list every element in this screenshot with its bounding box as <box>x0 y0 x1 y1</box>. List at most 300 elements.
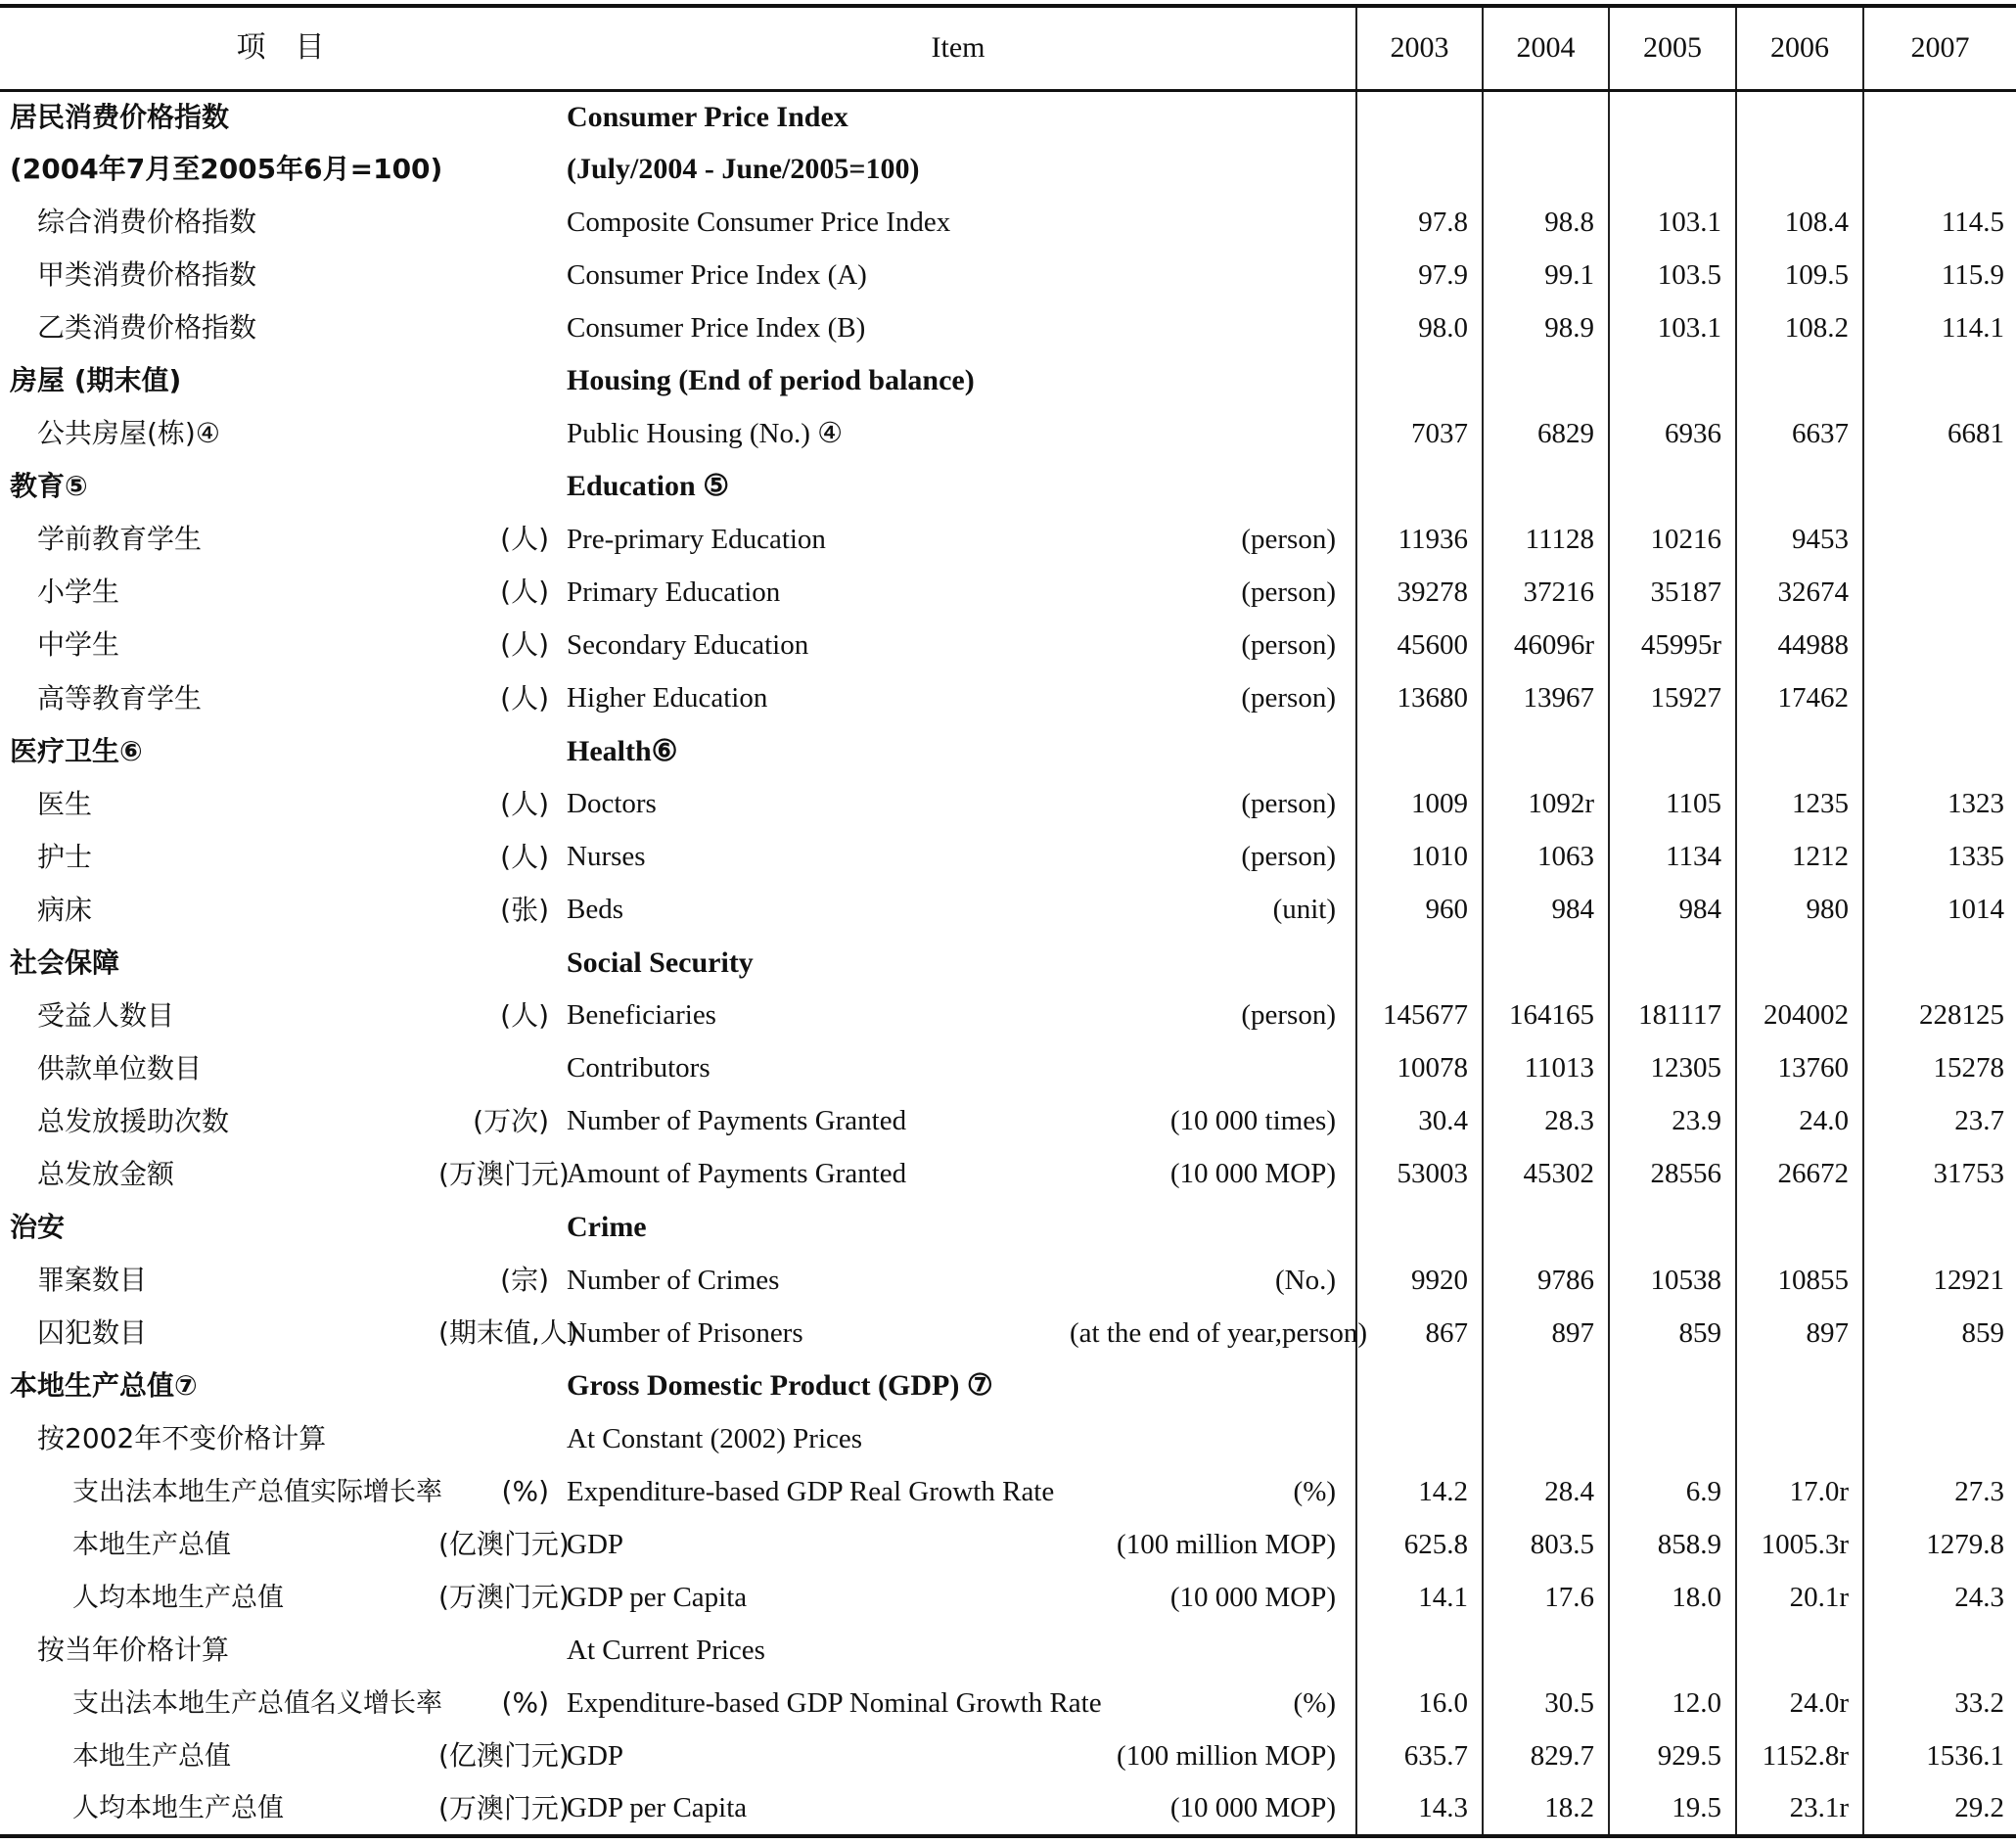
year-header: 2003 <box>1356 6 1483 90</box>
table-row <box>0 566 2016 619</box>
item-zh-label: 中学生 <box>37 628 120 662</box>
item-en-label: Health⑥ <box>567 734 678 767</box>
value-cell <box>1609 1412 1736 1465</box>
item-zh-unit: (人) <box>500 787 549 820</box>
item-zh-label: 综合消费价格指数 <box>37 206 257 239</box>
value-cell: 11013 <box>1483 1042 1609 1095</box>
value-cell <box>1483 90 1609 143</box>
item-zh-unit: (亿澳门元) <box>438 1739 570 1773</box>
item-en-unit <box>1070 407 1356 460</box>
item-zh-unit: (万澳门元) <box>438 1783 561 1836</box>
item-en-unit: (person) <box>1241 576 1337 608</box>
item-zh-label: 治安 <box>10 1211 66 1243</box>
item-en-unit <box>1070 249 1356 301</box>
item-en-unit: (10 000 times) <box>1169 1105 1337 1137</box>
year-header: 2007 <box>1863 6 2016 90</box>
item-en-label: GDP per Capita <box>567 1581 748 1613</box>
item-zh-unit <box>438 460 561 513</box>
item-zh-label: (2004年7月至2005年6月=100) <box>10 153 443 186</box>
item-zh-unit: (万澳门元) <box>438 1581 570 1614</box>
item-en-label: Expenditure-based GDP Real Growth Rate <box>567 1475 1055 1507</box>
item-en-label: Contributors <box>567 1052 710 1084</box>
item-zh-unit <box>438 301 561 354</box>
value-cell: 625.8 <box>1356 1518 1483 1571</box>
value-cell: 1105 <box>1609 778 1736 831</box>
value-cell <box>1483 1201 1609 1254</box>
item-zh-unit: (张) <box>500 893 549 926</box>
value-cell <box>1483 354 1609 407</box>
value-cell: 960 <box>1356 884 1483 937</box>
value-cell: 6936 <box>1609 407 1736 460</box>
value-cell <box>1863 90 2016 143</box>
value-cell <box>1609 460 1736 513</box>
value-cell <box>1609 90 1736 143</box>
item-zh-label: 总发放金额 <box>37 1157 175 1190</box>
value-cell: 44988 <box>1736 619 1863 671</box>
item-en-label: Expenditure-based GDP Nominal Growth Rate <box>567 1686 1102 1719</box>
value-cell: 103.5 <box>1609 249 1736 301</box>
item-en-unit: (%) <box>1293 1686 1337 1719</box>
value-cell <box>1863 937 2016 990</box>
item-zh-unit <box>438 1042 561 1095</box>
value-cell <box>1356 937 1483 990</box>
value-cell: 108.2 <box>1736 301 1863 354</box>
item-zh-label: 本地生产总值 <box>72 1529 231 1560</box>
item-en-unit <box>1070 143 1356 196</box>
item-zh-unit: (期末值,人) <box>438 1316 578 1350</box>
value-cell <box>1863 1201 2016 1254</box>
value-cell: 10216 <box>1609 513 1736 566</box>
item-en-label: Education ⑤ <box>567 470 730 503</box>
value-cell <box>1483 1412 1609 1465</box>
value-cell: 20.1r <box>1736 1571 1863 1624</box>
table-row <box>0 1307 2016 1360</box>
value-cell: 30.4 <box>1356 1095 1483 1148</box>
value-cell: 12921 <box>1863 1254 2016 1307</box>
value-cell: 204002 <box>1736 990 1863 1042</box>
item-en-unit: (100 million MOP) <box>1117 1739 1337 1772</box>
item-en-label: At Constant (2002) Prices <box>567 1422 863 1454</box>
item-en-label: Consumer Price Index (B) <box>567 311 866 344</box>
item-zh-unit <box>438 937 561 990</box>
item-zh-label: 教育⑤ <box>10 470 88 503</box>
table-row <box>0 196 2016 249</box>
value-cell: 15927 <box>1609 672 1736 725</box>
value-cell: 1092r <box>1483 778 1609 831</box>
item-en-label: Gross Domestic Product (GDP) ⑦ <box>567 1369 993 1403</box>
item-zh-label: 医疗卫生⑥ <box>10 734 143 767</box>
value-cell: 12.0 <box>1609 1677 1736 1729</box>
item-en-label: Number of Crimes <box>567 1264 780 1296</box>
value-cell: 1212 <box>1736 831 1863 884</box>
table-row <box>0 1624 2016 1677</box>
item-en-unit <box>1070 460 1356 513</box>
value-cell: 17.0r <box>1736 1465 1863 1518</box>
table-row <box>0 1042 2016 1095</box>
category-row <box>0 460 2016 513</box>
item-zh-label: 受益人数目 <box>37 998 175 1032</box>
value-cell: 103.1 <box>1609 301 1736 354</box>
item-en-unit: (person) <box>1241 999 1337 1032</box>
item-en-unit <box>1070 196 1356 249</box>
category-row <box>0 937 2016 990</box>
item-zh-unit: (人) <box>500 681 549 715</box>
value-cell <box>1356 354 1483 407</box>
item-zh-label: 本地生产总值 <box>72 1740 231 1772</box>
item-zh-label: 医生 <box>37 787 93 820</box>
category-row <box>0 354 2016 407</box>
value-cell: 98.8 <box>1483 196 1609 249</box>
item-en-unit: (person) <box>1241 841 1337 873</box>
value-cell: 1235 <box>1736 778 1863 831</box>
value-cell: 1335 <box>1863 831 2016 884</box>
value-cell: 114.5 <box>1863 196 2016 249</box>
value-cell: 98.9 <box>1483 301 1609 354</box>
value-cell: 18.0 <box>1609 1571 1736 1624</box>
item-en-unit: (person) <box>1241 628 1337 661</box>
value-cell: 897 <box>1483 1307 1609 1360</box>
value-cell: 13760 <box>1736 1042 1863 1095</box>
value-cell: 27.3 <box>1863 1465 2016 1518</box>
value-cell <box>1609 1624 1736 1677</box>
item-en-label: Doctors <box>567 788 657 820</box>
item-en-label: Social Security <box>567 945 754 979</box>
value-cell: 1014 <box>1863 884 2016 937</box>
item-zh-unit <box>438 1624 561 1677</box>
value-cell: 23.7 <box>1863 1095 2016 1148</box>
value-cell <box>1483 143 1609 196</box>
value-cell: 1536.1 <box>1863 1729 2016 1782</box>
item-en-label: Consumer Price Index <box>567 100 848 133</box>
value-cell <box>1736 90 1863 143</box>
value-cell: 9786 <box>1483 1254 1609 1307</box>
year-header: 2006 <box>1736 6 1863 90</box>
item-zh-unit <box>438 196 561 249</box>
value-cell: 29.2 <box>1863 1783 2016 1836</box>
table-row <box>0 1783 2016 1836</box>
table-row <box>0 778 2016 831</box>
value-cell <box>1609 143 1736 196</box>
item-en-unit <box>1070 1042 1356 1095</box>
item-en-label: Composite Consumer Price Index <box>567 206 951 238</box>
table-row <box>0 1677 2016 1729</box>
item-zh-label: 总发放援助次数 <box>37 1104 230 1137</box>
item-en-unit <box>1070 1624 1356 1677</box>
item-en-label: Amount of Payments Granted <box>567 1158 907 1190</box>
item-zh-unit: (%) <box>501 1686 549 1720</box>
value-cell: 1005.3r <box>1736 1518 1863 1571</box>
table-row <box>0 831 2016 884</box>
value-cell <box>1609 1360 1736 1412</box>
item-zh-unit <box>438 1201 561 1254</box>
value-cell: 10855 <box>1736 1254 1863 1307</box>
item-zh-label: 居民消费价格指数 <box>10 100 230 133</box>
value-cell <box>1863 143 2016 196</box>
value-cell: 929.5 <box>1609 1729 1736 1782</box>
item-en-unit: (10 000 MOP) <box>1070 1783 1356 1836</box>
item-zh-label: 本地生产总值⑦ <box>10 1369 198 1403</box>
item-en-label: Secondary Education <box>567 628 809 661</box>
value-cell: 829.7 <box>1483 1729 1609 1782</box>
value-cell: 30.5 <box>1483 1677 1609 1729</box>
item-en-label: Consumer Price Index (A) <box>567 258 867 291</box>
value-cell: 23.1r <box>1736 1783 1863 1836</box>
item-en-unit: (100 million MOP) <box>1117 1528 1337 1560</box>
value-cell: 164165 <box>1483 990 1609 1042</box>
item-zh-label: 甲类消费价格指数 <box>37 258 257 292</box>
item-zh-unit <box>438 407 561 460</box>
value-cell <box>1863 1624 2016 1677</box>
value-cell: 1134 <box>1609 831 1736 884</box>
value-cell: 10538 <box>1609 1254 1736 1307</box>
value-cell <box>1609 1201 1736 1254</box>
value-cell: 11128 <box>1483 513 1609 566</box>
value-cell <box>1483 460 1609 513</box>
value-cell: 28556 <box>1609 1148 1736 1201</box>
item-zh-label: 人均本地生产总值 <box>0 1783 438 1836</box>
value-cell <box>1736 460 1863 513</box>
item-zh-unit: (人) <box>500 998 549 1032</box>
item-en-unit <box>1070 354 1356 407</box>
table-row <box>0 1148 2016 1201</box>
value-cell <box>1356 1360 1483 1412</box>
value-cell: 46096r <box>1483 619 1609 671</box>
table-row <box>0 1254 2016 1307</box>
value-cell: 13680 <box>1356 672 1483 725</box>
value-cell: 103.1 <box>1609 196 1736 249</box>
value-cell: 23.9 <box>1609 1095 1736 1148</box>
item-zh-label: 社会保障 <box>10 945 120 979</box>
category-row <box>0 725 2016 778</box>
item-zh-label: 支出法本地生产总值名义增长率 <box>72 1687 442 1719</box>
item-en-label: Pre-primary Education <box>567 523 826 555</box>
value-cell: 14.2 <box>1356 1465 1483 1518</box>
item-zh-unit: (人) <box>500 628 549 662</box>
table-row <box>0 301 2016 354</box>
value-cell: 1063 <box>1483 831 1609 884</box>
value-cell: 6.9 <box>1609 1465 1736 1518</box>
year-header: 2005 <box>1609 6 1736 90</box>
value-cell <box>1863 1360 2016 1412</box>
item-zh-header: 项 目 <box>0 6 561 90</box>
table-row <box>0 884 2016 937</box>
value-cell: 114.1 <box>1863 301 2016 354</box>
item-en-unit <box>1070 301 1356 354</box>
value-cell <box>1863 725 2016 778</box>
value-cell: 37216 <box>1483 566 1609 619</box>
value-cell <box>1609 937 1736 990</box>
item-en-unit: (at the end of year,person) <box>1070 1316 1368 1349</box>
value-cell <box>1736 1412 1863 1465</box>
value-cell: 984 <box>1483 884 1609 937</box>
value-cell: 53003 <box>1356 1148 1483 1201</box>
value-cell: 24.3 <box>1863 1571 2016 1624</box>
item-zh-unit <box>438 143 561 196</box>
item-zh-unit: (宗) <box>500 1264 549 1297</box>
item-zh-label: 高等教育学生 <box>37 681 203 715</box>
value-cell: 109.5 <box>1736 249 1863 301</box>
value-cell <box>1356 143 1483 196</box>
value-cell: 98.0 <box>1356 301 1483 354</box>
value-cell <box>1356 460 1483 513</box>
value-cell: 803.5 <box>1483 1518 1609 1571</box>
value-cell: 19.5 <box>1609 1783 1736 1836</box>
value-cell <box>1736 725 1863 778</box>
value-cell: 97.9 <box>1356 249 1483 301</box>
value-cell: 980 <box>1736 884 1863 937</box>
value-cell <box>1863 354 2016 407</box>
value-cell: 24.0 <box>1736 1095 1863 1148</box>
table-row <box>0 990 2016 1042</box>
value-cell: 32674 <box>1736 566 1863 619</box>
item-en-header: Item <box>561 6 1356 90</box>
item-en-unit: (10 000 MOP) <box>1169 1158 1337 1190</box>
item-zh-label: 公共房屋(栋)④ <box>37 417 220 450</box>
value-cell: 12305 <box>1609 1042 1736 1095</box>
value-cell <box>1736 143 1863 196</box>
item-en-label: At Current Prices <box>567 1634 765 1666</box>
item-en-label: (July/2004 - June/2005=100) <box>567 153 920 186</box>
item-en-unit <box>1070 1201 1356 1254</box>
value-cell: 16.0 <box>1356 1677 1483 1729</box>
value-cell: 17462 <box>1736 672 1863 725</box>
value-cell: 99.1 <box>1483 249 1609 301</box>
value-cell <box>1736 1201 1863 1254</box>
item-en-label: Public Housing (No.) ④ <box>567 417 844 449</box>
table-body <box>0 90 2016 1836</box>
item-en-label: Higher Education <box>567 682 768 715</box>
table-row <box>0 1518 2016 1571</box>
value-cell: 635.7 <box>1356 1729 1483 1782</box>
value-cell: 45995r <box>1609 619 1736 671</box>
category-row <box>0 143 2016 196</box>
item-en-unit: (10 000 MOP) <box>1169 1581 1337 1613</box>
value-cell: 1010 <box>1356 831 1483 884</box>
value-cell: 867 <box>1356 1307 1483 1360</box>
value-cell <box>1609 725 1736 778</box>
value-cell <box>1609 354 1736 407</box>
item-en-label: Number of Prisoners <box>567 1316 803 1349</box>
value-cell: 115.9 <box>1863 249 2016 301</box>
value-cell: 28.4 <box>1483 1465 1609 1518</box>
item-zh-unit <box>438 1412 561 1465</box>
value-cell: 145677 <box>1356 990 1483 1042</box>
item-zh-label: 房屋 (期末值) <box>10 364 182 397</box>
value-cell: 14.1 <box>1356 1571 1483 1624</box>
value-cell: 859 <box>1609 1307 1736 1360</box>
value-cell: 1323 <box>1863 778 2016 831</box>
item-en-unit: (person) <box>1241 788 1337 820</box>
item-zh-label: 学前教育学生 <box>37 523 203 556</box>
item-zh-unit: (万澳门元) <box>438 1157 570 1190</box>
category-row <box>0 1201 2016 1254</box>
item-en-label: Nurses <box>567 841 646 873</box>
value-cell: 984 <box>1609 884 1736 937</box>
table-row <box>0 1412 2016 1465</box>
item-en-unit <box>1070 90 1356 143</box>
item-en-label: Crime <box>567 1211 647 1243</box>
value-cell <box>1356 90 1483 143</box>
item-en-unit <box>1070 1360 1356 1412</box>
value-cell: 11936 <box>1356 513 1483 566</box>
item-zh-unit: (%) <box>501 1475 549 1508</box>
item-zh-unit: (亿澳门元) <box>438 1528 570 1561</box>
item-zh-label: 乙类消费价格指数 <box>37 311 257 345</box>
item-zh-unit <box>438 1360 561 1412</box>
table-row <box>0 407 2016 460</box>
item-en-label: Number of Payments Granted <box>567 1105 907 1137</box>
table-row <box>0 619 2016 671</box>
table-row <box>0 1729 2016 1782</box>
value-cell: 858.9 <box>1609 1518 1736 1571</box>
statistics-table <box>0 4 2016 1838</box>
value-cell: 15278 <box>1863 1042 2016 1095</box>
value-cell <box>1863 619 2016 671</box>
item-zh-label: 护士 <box>37 840 93 873</box>
header-row <box>0 6 2016 90</box>
value-cell: 31753 <box>1863 1148 2016 1201</box>
item-en-label: GDP per Capita <box>561 1783 1070 1836</box>
item-en-unit: (unit) <box>1272 894 1337 926</box>
value-cell: 228125 <box>1863 990 2016 1042</box>
value-cell <box>1356 1201 1483 1254</box>
item-en-unit <box>1070 725 1356 778</box>
item-zh-label: 罪案数目 <box>37 1264 148 1297</box>
value-cell: 45600 <box>1356 619 1483 671</box>
value-cell: 6829 <box>1483 407 1609 460</box>
value-cell <box>1736 937 1863 990</box>
item-en-label: Beds <box>567 894 623 926</box>
category-row <box>0 1360 2016 1412</box>
value-cell: 1009 <box>1356 778 1483 831</box>
value-cell: 6681 <box>1863 407 2016 460</box>
table-row <box>0 672 2016 725</box>
item-en-label: GDP <box>567 1739 624 1772</box>
value-cell <box>1863 513 2016 566</box>
item-zh-unit <box>438 725 561 778</box>
table-row <box>0 513 2016 566</box>
value-cell: 9920 <box>1356 1254 1483 1307</box>
value-cell: 897 <box>1736 1307 1863 1360</box>
value-cell: 7037 <box>1356 407 1483 460</box>
value-cell: 33.2 <box>1863 1677 2016 1729</box>
value-cell <box>1736 354 1863 407</box>
value-cell <box>1736 1360 1863 1412</box>
year-header: 2004 <box>1483 6 1609 90</box>
value-cell: 13967 <box>1483 672 1609 725</box>
item-zh-label: 囚犯数目 <box>37 1316 148 1350</box>
value-cell: 108.4 <box>1736 196 1863 249</box>
value-cell: 17.6 <box>1483 1571 1609 1624</box>
item-zh-unit: (人) <box>500 576 549 609</box>
item-zh-label: 按2002年不变价格计算 <box>37 1422 327 1455</box>
item-en-unit: (person) <box>1241 523 1337 555</box>
item-zh-label: 小学生 <box>37 576 120 609</box>
item-zh-unit <box>438 249 561 301</box>
item-zh-label: 人均本地生产总值 <box>72 1582 284 1613</box>
value-cell: 45302 <box>1483 1148 1609 1201</box>
item-en-unit <box>1070 937 1356 990</box>
item-zh-label: 病床 <box>37 893 93 926</box>
item-zh-unit: (人) <box>500 840 549 873</box>
table-row <box>0 249 2016 301</box>
value-cell: 24.0r <box>1736 1677 1863 1729</box>
value-cell <box>1356 1624 1483 1677</box>
item-zh-label: 按当年价格计算 <box>37 1634 230 1667</box>
item-en-label: Housing (End of period balance) <box>567 364 975 397</box>
value-cell: 35187 <box>1609 566 1736 619</box>
value-cell: 6637 <box>1736 407 1863 460</box>
